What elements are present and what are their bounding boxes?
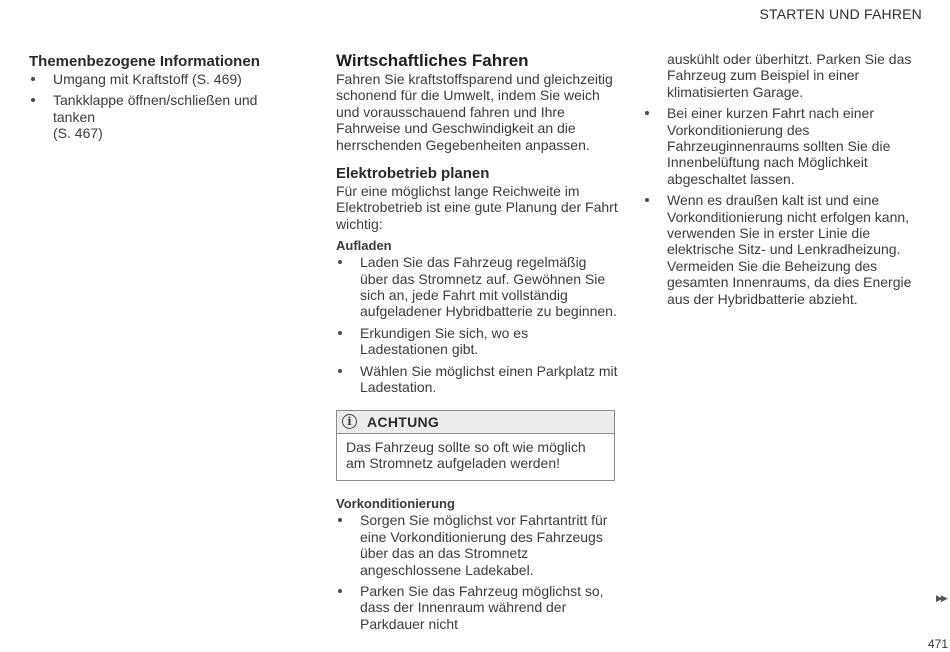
- caution-text: Das Fahrzeug sollte so oft wie möglich am Stromnetz aufgeladen werden!: [346, 438, 586, 471]
- continued-list: [643, 105, 925, 307]
- list-item: Sorgen Sie möglichst vor Fahrtantritt für eine Vorkonditionierung des Fahrzeugs über das an das Stromnetz angeschlossene Ladekabel.: [336, 512, 618, 578]
- page-reference[interactable]: (S. 469): [192, 71, 242, 87]
- list-item: Laden Sie das Fahrzeug regelmäßig über das Stromnetz auf. Gewöhnen Sie sich an, jede Fahrt mit vollständig aufgeladener Hybridbatterie zu beginnen.: [336, 254, 618, 320]
- charging-title: Aufladen: [336, 238, 392, 254]
- list-item: Parken Sie das Fahrzeug möglichst so, dass der Innenraum während der Parkdauer nicht: [336, 583, 618, 632]
- caution-header: [337, 411, 614, 434]
- charging-list: [336, 254, 618, 395]
- related-info-column: [29, 50, 299, 147]
- caution-box: [336, 410, 615, 482]
- intro-paragraph: Fahren Sie kraftstoffsparend und gleichzeitig schonend für die Umwelt, indem Sie weich und vorausschauend fahren und Ihre Fahrweise und Geschwindigkeit an die herrschenden Gegebenheiten anpassen.: [336, 71, 613, 153]
- continued-paragraph: auskühlt oder überhitzt. Parken Sie das Fahrzeug zum Beispiel in einer klimatisierten Garage.: [667, 51, 912, 100]
- related-link-text[interactable]: Tankklappe öffnen/schließen und tanken: [53, 92, 258, 125]
- main-content-column: [336, 50, 618, 637]
- continued-column: [643, 51, 925, 312]
- page-reference[interactable]: (S. 467): [53, 125, 103, 142]
- electric-planning-title: Elektrobetrieb planen: [336, 165, 490, 183]
- page-number: 471: [928, 637, 949, 651]
- caution-title: ACHTUNG: [367, 413, 440, 430]
- related-info-list: [29, 71, 299, 142]
- next-page-icon[interactable]: ▶▶: [936, 593, 946, 603]
- related-link-text[interactable]: Umgang mit Kraftstoff: [53, 71, 189, 87]
- related-info-title: Themenbezogene Informationen: [29, 53, 260, 70]
- preconditioning-list: [336, 512, 618, 632]
- list-item[interactable]: [29, 71, 299, 87]
- list-item[interactable]: [29, 92, 299, 141]
- list-item: Bei einer kurzen Fahrt nach einer Vorkonditionierung des Fahrzeuginnenraums sollten Sie die Innenbelüftung nach Möglichkeit abgeschaltet lassen.: [643, 105, 925, 187]
- page-title: Wirtschaftliches Fahren: [336, 51, 529, 70]
- section-header: STARTEN UND FAHREN: [759, 6, 922, 22]
- list-item: Wählen Sie möglichst einen Parkplatz mit Ladestation.: [336, 363, 618, 396]
- preconditioning-title: Vorkonditionierung: [336, 496, 455, 512]
- electric-intro: Für eine möglichst lange Reichweite im Elektrobetrieb ist eine gute Planung der Fahrt wichtig:: [336, 183, 618, 232]
- info-icon: i: [342, 414, 357, 429]
- list-item: Wenn es draußen kalt ist und eine Vorkonditionierung nicht erfolgen kann, verwenden Sie in erster Linie die elektrische Sitz- und Lenkradheizung. Vermeiden Sie die Beheizung des gesamten Innenraums, da dies Energie aus der Hybridbatterie abzieht.: [643, 192, 925, 307]
- list-item: Erkundigen Sie sich, wo es Ladestationen gibt.: [336, 325, 618, 358]
